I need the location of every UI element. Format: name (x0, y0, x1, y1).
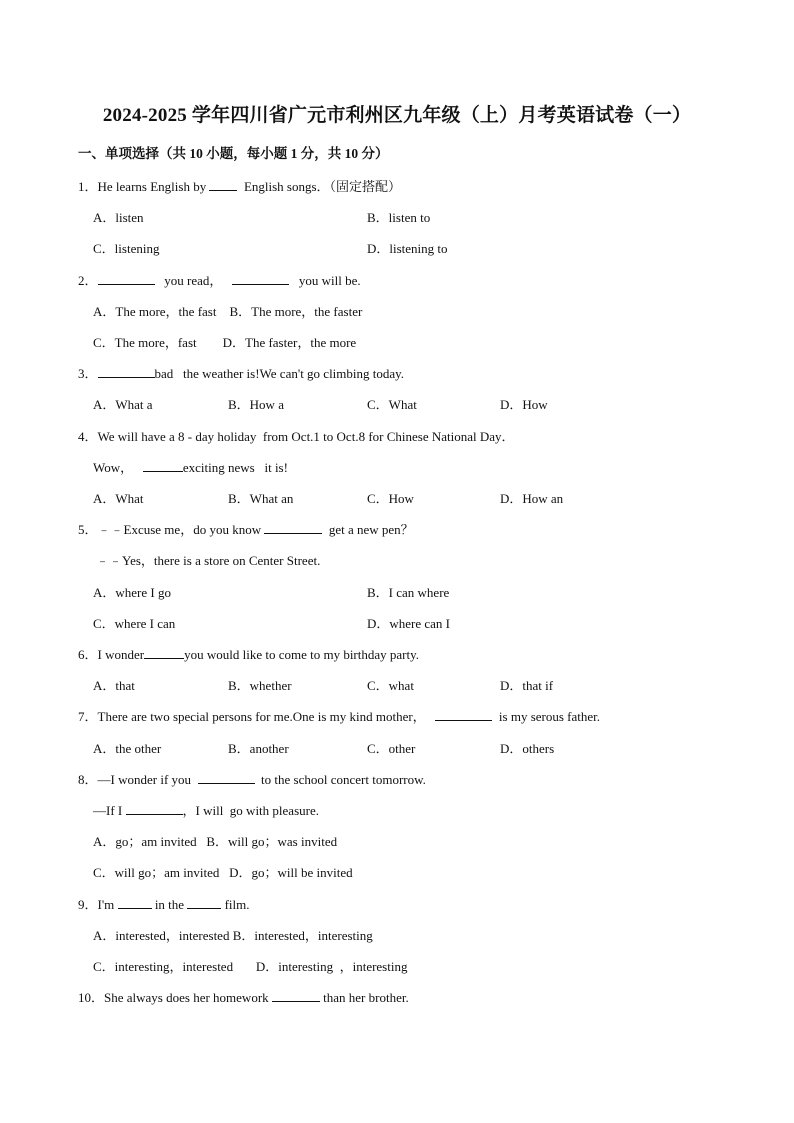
answer-blank (209, 178, 237, 191)
question-9 (78, 894, 249, 913)
option-c: C．what (367, 678, 414, 693)
question-7 (78, 706, 600, 725)
options-a-b: A．interested，interested B．interested，interesting (93, 928, 373, 943)
question-number: 10． (78, 990, 105, 1005)
question-text: He learns English by (97, 179, 207, 194)
answer-blank (98, 272, 155, 285)
question-6 (78, 644, 419, 663)
question-text: English songs．（固定搭配） (243, 179, 402, 194)
question-text: I'm (97, 897, 115, 912)
question-text: in the (154, 897, 185, 912)
options-c-d: C．interesting，interested D．interesting ，interesting (93, 959, 408, 974)
question-text: We will have a 8 - day holiday from Oct.1 to Oct.8 for Chinese National Day． (97, 429, 515, 444)
question-number: 7． (78, 709, 98, 724)
answer-blank (126, 802, 183, 815)
option-c: C．other (367, 741, 416, 756)
option-a: A．where I go (93, 585, 171, 600)
question-text: to the school concert tomorrow. (261, 772, 426, 787)
options-a-b: A．The more，the fast B．The more，the faster (93, 304, 363, 319)
question-4 (78, 426, 515, 445)
option-b: B．another (228, 741, 289, 756)
answer-blank (232, 272, 289, 285)
option-d: D．listening to (367, 241, 448, 256)
question-text: She always does her homework (104, 990, 269, 1005)
question-number: 9． (78, 897, 98, 912)
question-text: —If I (93, 803, 123, 818)
options-c-d: C．will go；am invited D．go；will be invited (93, 865, 353, 880)
option-a: A．listen (93, 210, 144, 225)
option-d: D．that if (500, 678, 554, 693)
option-a: A．the other (93, 741, 162, 756)
answer-blank (264, 521, 322, 534)
question-text: film. (224, 897, 250, 912)
question-2 (78, 270, 361, 289)
question-8 (78, 769, 426, 788)
option-b: B．whether (228, 678, 292, 693)
option-a: A．What a (93, 397, 153, 412)
page-title: 2024-2025 学年四川省广元市利州区九年级（上）月考英语试卷（一） (102, 105, 692, 126)
answer-blank (98, 365, 155, 378)
question-5-line-2: ﹣﹣Yes，there is a store on Center Street. (96, 553, 321, 568)
options-a-b: A．go；am invited B．will go；was invited (93, 834, 338, 849)
answer-blank (118, 896, 152, 909)
question-text: There are two special persons for me.One is my kind mother， (97, 709, 426, 724)
question-text: you will be. (298, 273, 361, 288)
option-c: C．listening (93, 241, 160, 256)
option-d: D．How (500, 397, 548, 412)
question-text: is my serous father. (498, 709, 601, 724)
option-a: A．What (93, 491, 144, 506)
option-b: B．What an (228, 491, 294, 506)
option-c: C．How (367, 491, 414, 506)
option-c: C．where I can (93, 616, 176, 631)
options-c-d: C．The more，fast D．The faster，the more (93, 335, 357, 350)
answer-blank (198, 771, 255, 784)
option-d: D．others (500, 741, 555, 756)
answer-blank (144, 646, 184, 659)
option-b: B．listen to (367, 210, 431, 225)
question-3 (78, 363, 404, 382)
question-number: 5． (78, 522, 98, 537)
option-c: C．What (367, 397, 417, 412)
question-text: you would like to come to my birthday party. (184, 647, 420, 662)
question-10 (78, 987, 409, 1006)
question-4-line-2 (93, 457, 288, 476)
question-text: get a new pen？ (328, 522, 414, 537)
question-number: 3． (78, 366, 98, 381)
question-1 (78, 176, 401, 195)
question-number: 2． (78, 273, 98, 288)
question-text: than her brother. (323, 990, 409, 1005)
question-number: 8． (78, 772, 98, 787)
question-text: Wow， (93, 460, 134, 475)
option-a: A．that (93, 678, 135, 693)
question-text: bad the weather is!We can't go climbing today. (154, 366, 405, 381)
question-number: 4． (78, 429, 98, 444)
option-d: D．where can I (367, 616, 451, 631)
question-5 (78, 519, 414, 538)
answer-blank (143, 459, 183, 472)
answer-blank (272, 989, 320, 1002)
section-heading: 一、单项选择（共 10 小题，每小题 1 分，共 10 分） (78, 146, 389, 161)
question-text: I wonder (97, 647, 145, 662)
option-b: B．I can where (367, 585, 450, 600)
answer-blank (435, 708, 492, 721)
question-8-line-2 (93, 800, 319, 819)
question-number: 1． (78, 179, 98, 194)
question-text: you read， (164, 273, 223, 288)
question-text: ﹣﹣Excuse me，do you know (97, 522, 262, 537)
answer-blank (187, 896, 221, 909)
question-text: exciting news it is! (182, 460, 288, 475)
option-d: D．How an (500, 491, 564, 506)
question-number: 6． (78, 647, 98, 662)
question-text: ，I will go with pleasure. (182, 803, 319, 818)
question-text: —I wonder if you (97, 772, 192, 787)
option-b: B．How a (228, 397, 284, 412)
